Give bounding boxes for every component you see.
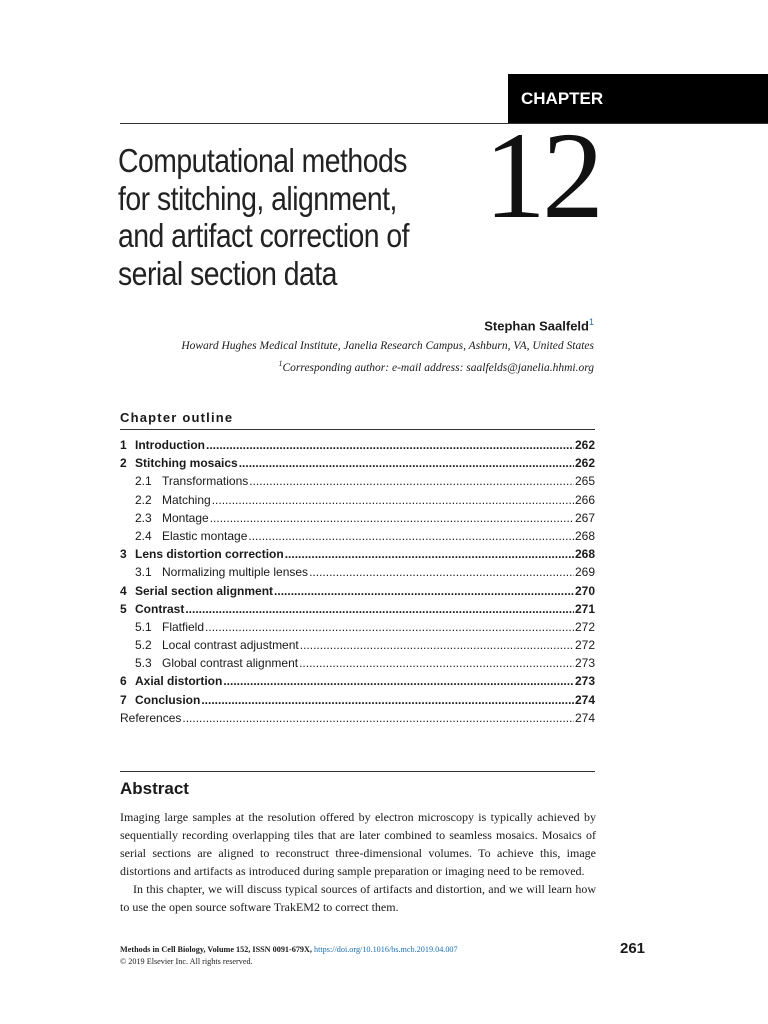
toc-entry[interactable] [120,563,595,581]
toc-dot-leader [182,709,574,727]
footer-citation [120,944,540,956]
toc-entry-title: Axial distortion [135,674,223,689]
toc-entry-page: 262 [574,456,595,471]
author [484,317,594,333]
outline-rule [120,429,595,430]
toc-entry[interactable] [120,454,595,472]
title-line: and artifact correction of [118,217,410,254]
toc-entry-number: 1 [120,438,127,452]
toc-entry-number: 2 [120,456,127,471]
toc-entry-number: 5.2 [135,638,152,653]
footer-copyright: © 2019 Elsevier Inc. All rights reserved. [120,956,253,966]
toc-entry-title: Lens distortion correction [135,547,284,562]
toc-entry-number: 4 [120,583,127,598]
toc-entry-number: 5 [120,601,127,616]
title-line: Computational methods [118,142,407,179]
toc-entry-page: 265 [574,474,595,489]
outline-heading: Chapter outline [120,410,234,425]
abstract-body [120,808,596,916]
toc-entry[interactable] [120,709,595,727]
corresponding-text: Corresponding author: e-mail address: saalfelds@janelia.hhmi.org [282,361,594,374]
toc-entry-number: 2.3 [135,510,152,525]
toc-entry-title: Local contrast adjustment [162,638,299,653]
toc-dot-leader [210,509,574,527]
toc-entry-number: 3.1 [135,565,152,580]
toc-entry[interactable] [120,472,595,490]
abstract-paragraph: In this chapter, we will discuss typical sources of artifacts and distortion, and we will learn how to use the open source software TrakEM2 to correct them. [120,882,596,914]
toc-entry-title: Flatfield [162,619,205,634]
toc-entry-number: 3 [120,547,127,562]
toc-dot-leader [239,454,574,472]
header-rule [120,123,768,124]
toc-entry-page: 272 [574,619,595,634]
toc-entry[interactable] [120,582,595,600]
toc-dot-leader [248,527,574,545]
toc-entry-page: 267 [574,510,595,525]
chapter-label-text: CHAPTER [521,89,604,108]
toc-entry-number: 6 [120,674,127,689]
toc-entry[interactable] [120,654,595,672]
page-number: 261 [620,940,646,957]
toc-dot-leader [185,600,574,618]
table-of-contents [120,436,595,727]
toc-entry-title: Contrast [135,601,185,616]
toc-entry-title: Matching [162,492,211,507]
abstract-paragraph: Imaging large samples at the resolution offered by electron microscopy is typically achieved by sequentially recording overlapping tiles that are later combined to seamless mosaics. Mosaics of serial sections are aligned to reconstruct three-dimensional volumes. To achieve this, image distortions and artifacts as introduced during sample preparation or imaging need to be removed. [120,810,596,878]
toc-dot-leader [249,472,574,490]
chapter-number: 12 [484,107,600,244]
title-line: serial section data [118,254,337,292]
toc-entry[interactable] [120,436,595,454]
toc-entry-page: 269 [574,565,595,580]
toc-entry-title: References [120,710,182,725]
toc-entry[interactable] [120,527,595,545]
toc-dot-leader [300,636,574,654]
toc-entry-page: 268 [574,547,595,562]
toc-entry-number: 2.4 [135,528,152,543]
toc-entry[interactable] [120,545,595,563]
toc-dot-leader [309,563,574,581]
toc-entry[interactable] [120,636,595,654]
toc-entry-page: 268 [574,528,595,543]
toc-dot-leader [285,545,574,563]
toc-entry-number: 7 [120,692,127,707]
toc-entry-number: 5.1 [135,619,152,634]
toc-entry-title: Montage [162,510,209,525]
toc-entry-page: 271 [574,601,595,616]
toc-entry-title: Serial section alignment [135,583,274,598]
toc-entry[interactable] [120,600,595,618]
toc-entry-title: Transformations [162,474,249,489]
author-name: Stephan Saalfeld [484,318,589,334]
toc-entry-number: 2.1 [135,474,152,489]
affiliation-institution: Howard Hughes Medical Institute, Janelia Research Campus, Ashburn, VA, United States [181,340,594,352]
abstract-rule [120,771,595,772]
toc-entry-page: 274 [574,692,595,707]
toc-entry[interactable] [120,491,595,509]
author-mark-link[interactable]: 1 [588,317,594,327]
toc-entry-page: 274 [574,710,595,725]
toc-dot-leader [223,672,574,690]
toc-entry[interactable] [120,672,595,690]
affiliation-corresponding [181,355,594,377]
toc-dot-leader [205,618,574,636]
toc-entry-page: 266 [574,492,595,507]
title-line: for stitching, alignment, [118,179,397,217]
corresponding-mark: 1 [278,359,283,368]
toc-dot-leader [274,582,574,600]
toc-entry[interactable] [120,509,595,527]
toc-entry-number: 5.3 [135,656,152,671]
toc-entry-page: 272 [574,638,595,653]
toc-entry[interactable] [120,618,595,636]
toc-dot-leader [299,654,574,672]
toc-entry-number: 2.2 [135,492,152,507]
toc-dot-leader [212,491,574,509]
toc-entry-title: Conclusion [135,692,201,707]
toc-dot-leader [201,691,574,709]
footer [120,944,540,967]
toc-entry-title: Introduction [135,438,205,452]
toc-dot-leader [206,436,574,454]
toc-entry-title: Normalizing multiple lenses [162,565,309,580]
toc-entry[interactable] [120,691,595,709]
toc-entry-title: Elastic montage [162,528,248,543]
affiliation [181,337,594,377]
toc-entry-title: Global contrast alignment [162,656,299,671]
toc-entry-page: 273 [574,656,595,671]
toc-entry-page: 270 [574,583,595,598]
toc-entry-title: Stitching mosaics [135,456,238,471]
toc-entry-page: 273 [574,674,595,689]
doi-link[interactable]: https://doi.org/10.1016/bs.mcb.2019.04.007 [314,945,458,954]
footer-journal: Methods in Cell Biology, Volume 152, ISSN 0091-679X, [120,945,312,954]
toc-entry-page: 262 [574,438,595,452]
abstract-heading: Abstract [120,779,189,798]
chapter-title [118,142,419,292]
